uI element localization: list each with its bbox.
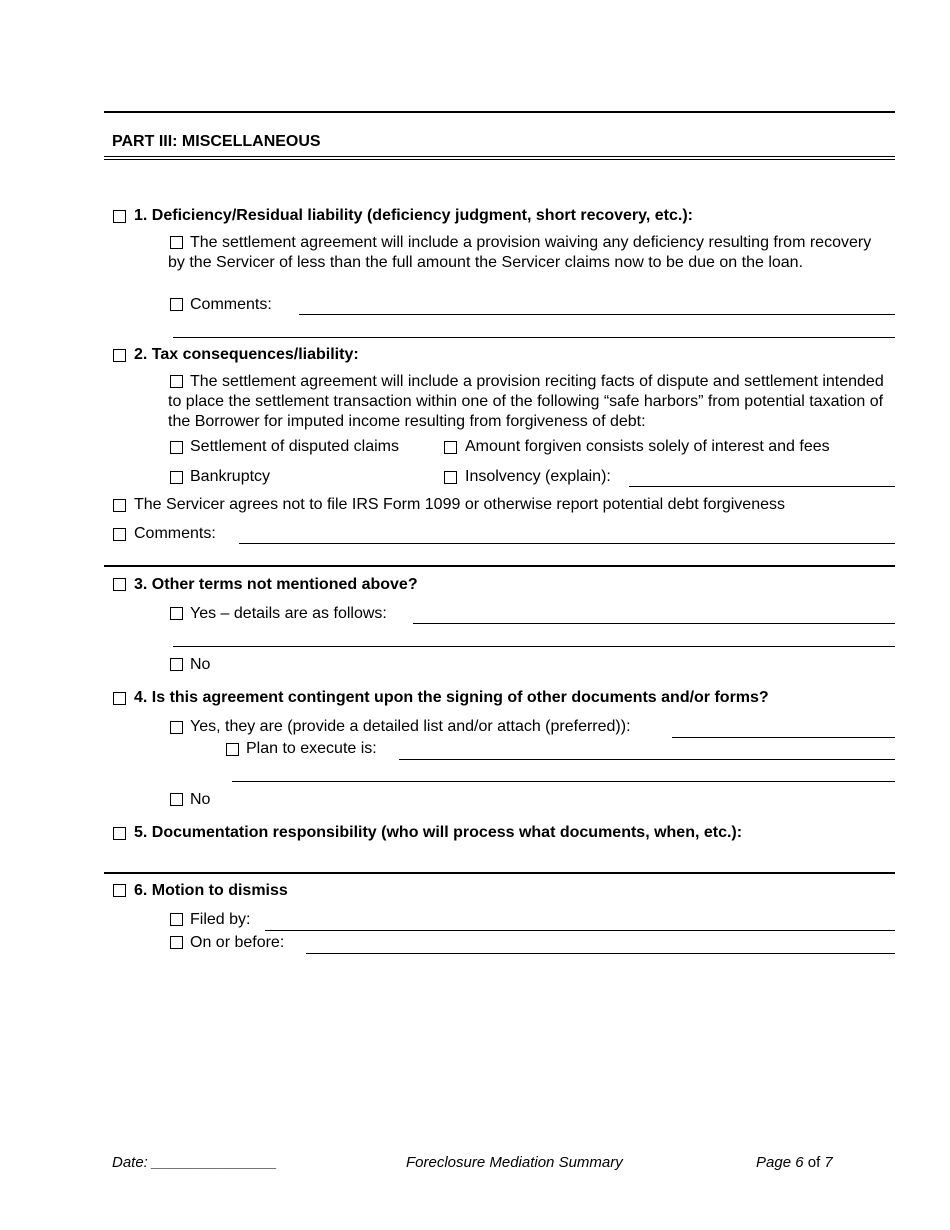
plan-execute-label: Plan to execute is: bbox=[246, 740, 377, 757]
section-3-heading: 3. Other terms not mentioned above? bbox=[134, 576, 418, 593]
section-5-divider bbox=[104, 872, 895, 874]
interest-fees-label: Amount forgiven consists solely of interest and fees bbox=[465, 438, 830, 455]
s4-no-checkbox[interactable] bbox=[170, 793, 183, 806]
irs-1099-checkbox[interactable] bbox=[113, 499, 126, 512]
s2-comments-checkbox[interactable] bbox=[113, 528, 126, 541]
interest-fees-checkbox[interactable] bbox=[444, 441, 457, 454]
filed-by-label: Filed by: bbox=[190, 911, 251, 928]
section-6-heading: 6. Motion to dismiss bbox=[134, 882, 288, 899]
s1-comments-line-1[interactable] bbox=[299, 314, 895, 315]
s1-comments-label: Comments: bbox=[190, 296, 272, 313]
section-5-heading: 5. Documentation responsibility (who will process what documents, when, etc.): bbox=[134, 824, 743, 841]
s3-yes-label: Yes – details are as follows: bbox=[190, 605, 387, 622]
section-2-checkbox[interactable] bbox=[113, 349, 126, 362]
filed-by-line[interactable] bbox=[265, 930, 895, 931]
plan-execute-line-1[interactable] bbox=[399, 759, 895, 760]
s2-comments-line[interactable] bbox=[239, 543, 895, 544]
s4-list-line[interactable] bbox=[672, 737, 895, 738]
filed-by-checkbox[interactable] bbox=[170, 913, 183, 926]
s2-comments-label: Comments: bbox=[134, 525, 216, 542]
s3-no-label: No bbox=[190, 656, 211, 673]
irs-1099-text: The Servicer agrees not to file IRS Form 1099 or otherwise report potential debt forgiveness bbox=[134, 496, 785, 513]
footer-date: Date: _______________ bbox=[112, 1154, 278, 1171]
part-title: PART III: MISCELLANEOUS bbox=[112, 133, 321, 150]
section-6-checkbox[interactable] bbox=[113, 884, 126, 897]
page-total: 7 bbox=[824, 1154, 833, 1171]
plan-execute-checkbox[interactable] bbox=[226, 743, 239, 756]
on-or-before-line[interactable] bbox=[306, 953, 895, 954]
section-5-checkbox[interactable] bbox=[113, 827, 126, 840]
s1-comments-line-2[interactable] bbox=[173, 337, 895, 338]
page-current: 6 bbox=[795, 1154, 804, 1171]
section-1-checkbox[interactable] bbox=[113, 210, 126, 223]
plan-execute-line-2[interactable] bbox=[232, 781, 895, 782]
section-2-heading: 2. Tax consequences/liability: bbox=[134, 346, 359, 363]
bankruptcy-checkbox[interactable] bbox=[170, 471, 183, 484]
page-prefix: Page bbox=[756, 1154, 792, 1171]
s1-comments-checkbox[interactable] bbox=[170, 298, 183, 311]
section-3-checkbox[interactable] bbox=[113, 578, 126, 591]
section-2-divider bbox=[104, 565, 895, 567]
s3-no-checkbox[interactable] bbox=[170, 658, 183, 671]
s4-no-label: No bbox=[190, 791, 211, 808]
s4-yes-checkbox[interactable] bbox=[170, 721, 183, 734]
s4-yes-label: Yes, they are (provide a detailed list and/or attach (preferred)): bbox=[190, 718, 631, 735]
s3-details-line-2[interactable] bbox=[173, 646, 895, 647]
bankruptcy-label: Bankruptcy bbox=[190, 468, 271, 485]
disputed-claims-checkbox[interactable] bbox=[170, 441, 183, 454]
section-4-checkbox[interactable] bbox=[113, 692, 126, 705]
on-or-before-checkbox[interactable] bbox=[170, 936, 183, 949]
s3-details-line-1[interactable] bbox=[413, 623, 895, 624]
section-1-heading: 1. Deficiency/Residual liability (deficiency judgment, short recovery, etc.): bbox=[134, 207, 693, 224]
disputed-claims-label: Settlement of disputed claims bbox=[190, 438, 399, 455]
top-rule bbox=[104, 111, 895, 113]
section-4-heading: 4. Is this agreement contingent upon the signing of other documents and/or forms? bbox=[134, 689, 769, 706]
s3-yes-checkbox[interactable] bbox=[170, 607, 183, 620]
insolvency-explain-line[interactable] bbox=[629, 486, 895, 487]
insolvency-label: Insolvency (explain): bbox=[465, 468, 611, 485]
safe-harbor-text: The settlement agreement will include a provision reciting facts of dispute and settlement intended to place the settlement transaction within one of the following “safe harbors” from potential taxation of the Borrower for imputed income resulting from forgiveness of debt: bbox=[168, 373, 884, 430]
part-double-rule-bottom bbox=[104, 159, 895, 160]
footer-doc-title: Foreclosure Mediation Summary bbox=[406, 1154, 623, 1171]
insolvency-checkbox[interactable] bbox=[444, 471, 457, 484]
on-or-before-label: On or before: bbox=[190, 934, 285, 951]
part-double-rule-top bbox=[104, 156, 895, 157]
deficiency-waiver-text: The settlement agreement will include a provision waiving any deficiency resulting from recovery by the Servicer of less than the full amount the Servicer claims now to be due on the loan. bbox=[168, 234, 872, 271]
page-of: of bbox=[807, 1154, 821, 1171]
footer-page-number bbox=[756, 1154, 833, 1171]
